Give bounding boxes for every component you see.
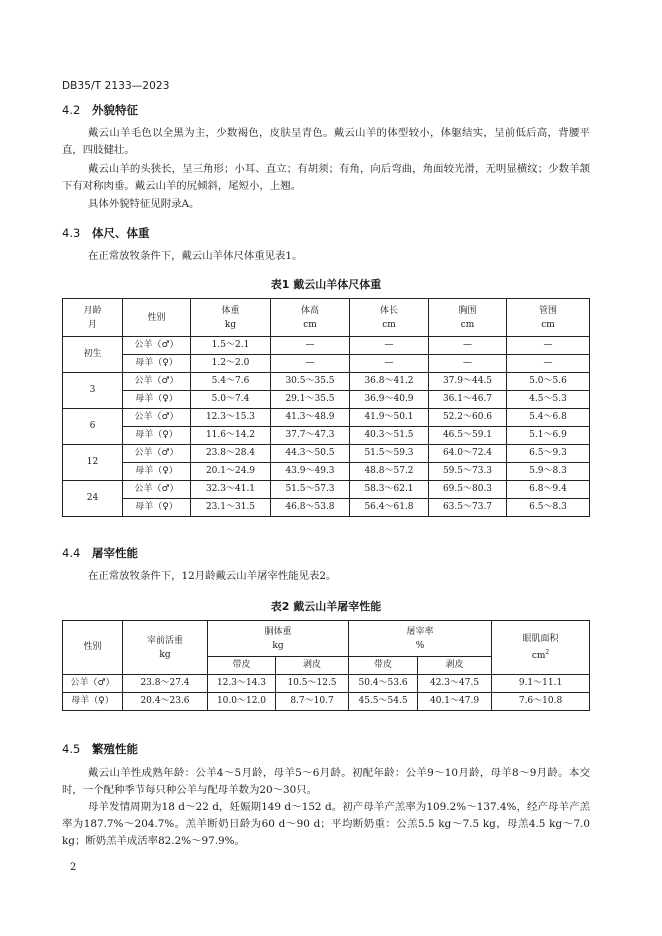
col-header-length: 体长 cm: [350, 299, 429, 337]
subheader-skinned: 剥皮: [418, 657, 492, 675]
section-title: 外貌特征: [92, 103, 138, 117]
table-row: [63, 355, 590, 373]
value-cell: 12.3～14.3: [208, 675, 276, 693]
value-cell: 44.3～50.5: [271, 445, 350, 463]
value-cell: 10.0～12.0: [208, 693, 276, 711]
subheader-skinned: 剥皮: [276, 657, 349, 675]
value-cell: 29.1～35.5: [271, 391, 350, 409]
paragraph: 在正常放牧条件下，戴云山羊体尺体重见表1。: [88, 250, 303, 262]
table-row: [63, 391, 590, 409]
table2-caption: 表2 戴云山羊屠宰性能: [270, 600, 382, 613]
value-cell: 48.8～57.2: [350, 463, 429, 481]
value-cell: 40.3～51.5: [350, 427, 429, 445]
paragraph: 戴云山羊的头狭长，呈三角形；小耳、直立；有胡须；有角，向后弯曲，角面较光滑，无明显横纹；少数羊颔下有对称肉垂。戴云山羊的尻倾斜，尾短小，上翘。: [62, 163, 590, 192]
value-cell: 37.9～44.5: [429, 373, 507, 391]
section-number: 4.2: [62, 103, 81, 117]
col-header-dressing-rate: 屠宰率 %: [349, 621, 492, 657]
table1: [62, 298, 590, 517]
table1-caption: 表1 戴云山羊体尺体重: [270, 278, 382, 291]
paragraph: 戴云山羊毛色以全黑为主，少数褐色，皮肤呈青色。戴云山羊的体型较小，体躯结实，呈前低后高，背腰平直，四肢健壮。: [62, 127, 590, 156]
age-cell: 初生: [63, 337, 123, 373]
value-cell: 42.3～47.5: [418, 675, 492, 693]
value-cell: 20.4～23.6: [123, 693, 208, 711]
table-row: [63, 481, 590, 499]
section-4-3-heading: [62, 225, 150, 241]
table2: [62, 620, 590, 711]
table-row: [63, 499, 590, 517]
value-cell: 50.4～53.6: [349, 675, 418, 693]
section-4-2-heading: [62, 102, 138, 118]
value-cell: 41.9～50.1: [350, 409, 429, 427]
col-header-sex: 性别: [63, 621, 123, 675]
value-cell: 8.7～10.7: [276, 693, 349, 711]
value-cell: —: [429, 355, 507, 373]
value-cell: 11.6～14.2: [191, 427, 271, 445]
sex-cell: 母羊（♀）: [63, 693, 123, 711]
sex-cell: 公羊（♂）: [63, 675, 123, 693]
value-cell: 69.5～80.3: [429, 481, 507, 499]
paragraph: 母羊发情周期为18 d～22 d，妊娠期149 d～152 d。初产母羊产羔率为109.2%～137.4%，经产母羊产羔率为187.7%～204.7%。羔羊断奶日龄为60 d～90 d；平均断奶重：公羔5.5 kg～7.5 kg，母羔4.5 kg～7.0 kg；断奶羔羊成活率82.2%～97.9%。: [62, 801, 590, 847]
value-cell: —: [271, 355, 350, 373]
value-cell: 9.1～11.1: [492, 675, 590, 693]
col-header-eye-muscle-area: 眼肌面积 $cm^2$: [492, 621, 590, 675]
value-cell: 30.5～35.5: [271, 373, 350, 391]
value-cell: 23.8～28.4: [191, 445, 271, 463]
paragraph: 具体外貌特征见附录A。: [88, 198, 200, 210]
section-number: 4.3: [62, 226, 81, 240]
value-cell: 56.4～61.8: [350, 499, 429, 517]
table-row: [63, 675, 590, 693]
value-cell: 37.7～47.3: [271, 427, 350, 445]
sex-cell: 公羊（♂）: [123, 409, 191, 427]
sex-cell: 母羊（♀）: [123, 499, 191, 517]
value-cell: 51.5～57.3: [271, 481, 350, 499]
standard-code: DB35/T 2133—2023: [62, 80, 170, 92]
value-cell: 40.1～47.9: [418, 693, 492, 711]
age-cell: 3: [63, 373, 123, 409]
value-cell: 20.1～24.9: [191, 463, 271, 481]
value-cell: 23.8～27.4: [123, 675, 208, 693]
section-number: 4.5: [62, 742, 81, 756]
paragraph: 戴云山羊性成熟年龄：公羊4～5月龄，母羊5～6月龄。初配年龄：公羊9～10月龄，母羊8～9月龄。本交时，一个配种季节每只种公羊与配母羊数为20～30只。: [62, 767, 590, 796]
col-header-live-weight: 宰前活重 kg: [123, 621, 208, 675]
col-header-chest: 胸围 cm: [429, 299, 507, 337]
subheader-with-skin: 带皮: [208, 657, 276, 675]
sex-cell: 母羊（♀）: [123, 355, 191, 373]
section-4-4-heading: [62, 545, 138, 561]
value-cell: 36.8～41.2: [350, 373, 429, 391]
col-header-height: 体高 cm: [271, 299, 350, 337]
value-cell: —: [429, 337, 507, 355]
value-cell: 63.5～73.7: [429, 499, 507, 517]
col-header-sex: 性别: [123, 299, 191, 337]
sex-cell: 公羊（♂）: [123, 445, 191, 463]
sex-cell: 公羊（♂）: [123, 481, 191, 499]
value-cell: 5.9～8.3: [507, 463, 590, 481]
value-cell: 5.1～6.9: [507, 427, 590, 445]
sex-cell: 母羊（♀）: [123, 463, 191, 481]
value-cell: 12.3～15.3: [191, 409, 271, 427]
table-row: [63, 427, 590, 445]
value-cell: 45.5～54.5: [349, 693, 418, 711]
table-row: [63, 409, 590, 427]
section-title: 屠宰性能: [92, 546, 138, 560]
table-row: [63, 463, 590, 481]
sex-cell: 母羊（♀）: [123, 427, 191, 445]
value-cell: 51.5～59.3: [350, 445, 429, 463]
value-cell: 1.2～2.0: [191, 355, 271, 373]
age-cell: 6: [63, 409, 123, 445]
value-cell: 43.9～49.3: [271, 463, 350, 481]
col-header-cannon: 管围 cm: [507, 299, 590, 337]
subheader-with-skin: 带皮: [349, 657, 418, 675]
table-row: [63, 373, 590, 391]
section-title: 体尺、体重: [92, 226, 150, 240]
value-cell: —: [271, 337, 350, 355]
value-cell: 7.6～10.8: [492, 693, 590, 711]
value-cell: 1.5～2.1: [191, 337, 271, 355]
value-cell: 46.5～59.1: [429, 427, 507, 445]
paragraph: 在正常放牧条件下，12月龄戴云山羊屠宰性能见表2。: [88, 570, 337, 582]
value-cell: 5.0～5.6: [507, 373, 590, 391]
value-cell: 23.1～31.5: [191, 499, 271, 517]
table-row: [63, 693, 590, 711]
sex-cell: 母羊（♀）: [123, 391, 191, 409]
value-cell: 41.3～48.9: [271, 409, 350, 427]
section-4-5-heading: [62, 741, 138, 757]
value-cell: 32.3～41.1: [191, 481, 271, 499]
value-cell: —: [507, 355, 590, 373]
table-row: [63, 445, 590, 463]
section-number: 4.4: [62, 546, 81, 560]
sex-cell: 公羊（♂）: [123, 373, 191, 391]
value-cell: —: [350, 337, 429, 355]
value-cell: 5.4～7.6: [191, 373, 271, 391]
age-cell: 12: [63, 445, 123, 481]
col-header-weight: 体重 kg: [191, 299, 271, 337]
value-cell: 6.5～8.3: [507, 499, 590, 517]
col-header-carcass-weight: 胴体重 kg: [208, 621, 349, 657]
page-number: 2: [70, 862, 77, 873]
value-cell: 59.5～73.3: [429, 463, 507, 481]
value-cell: 10.5～12.5: [276, 675, 349, 693]
sex-cell: 公羊（♂）: [123, 337, 191, 355]
value-cell: 36.9～40.9: [350, 391, 429, 409]
value-cell: 46.8～53.8: [271, 499, 350, 517]
table-row: [63, 337, 590, 355]
value-cell: 52.2～60.6: [429, 409, 507, 427]
value-cell: 58.3～62.1: [350, 481, 429, 499]
value-cell: 4.5～5.3: [507, 391, 590, 409]
value-cell: —: [507, 337, 590, 355]
value-cell: 36.1～46.7: [429, 391, 507, 409]
value-cell: 6.5～9.3: [507, 445, 590, 463]
value-cell: 5.4～6.8: [507, 409, 590, 427]
value-cell: 5.0～7.4: [191, 391, 271, 409]
value-cell: 64.0～72.4: [429, 445, 507, 463]
age-cell: 24: [63, 481, 123, 517]
value-cell: 6.8～9.4: [507, 481, 590, 499]
col-header-age: 月龄 月: [63, 299, 123, 337]
value-cell: —: [350, 355, 429, 373]
section-title: 繁殖性能: [92, 742, 138, 756]
